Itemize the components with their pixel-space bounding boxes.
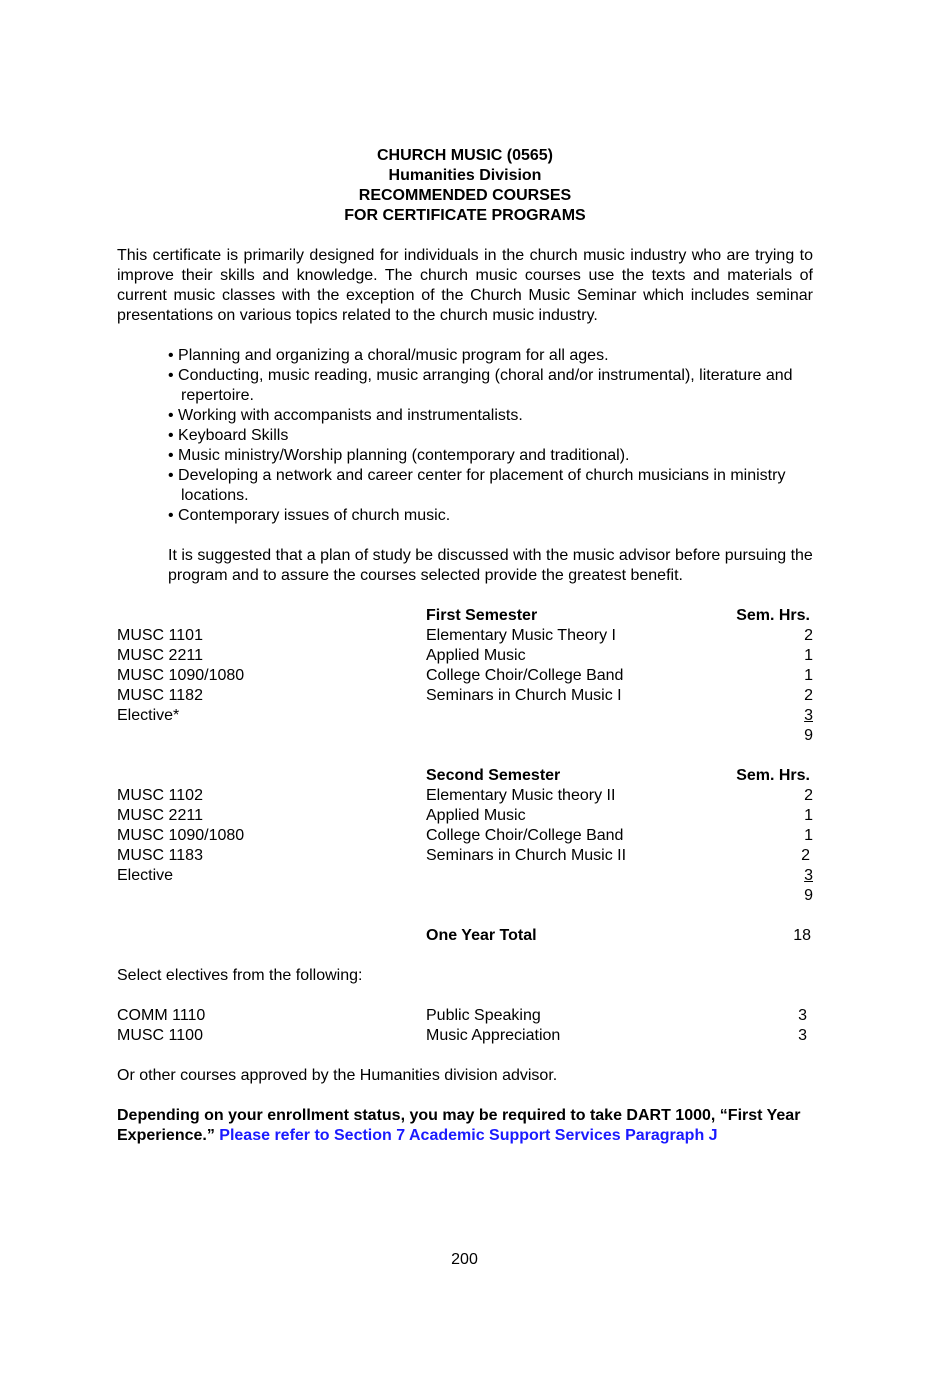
semester-total-row: [117, 886, 813, 906]
enrollment-notice: [117, 1106, 813, 1146]
table-row: [117, 786, 813, 806]
division-name: Humanities Division: [388, 167, 542, 184]
list-item: • Conducting, music reading, music arranging (choral and/or instrumental), literature and repertoire.: [168, 367, 793, 404]
course-hours: 2: [801, 847, 810, 864]
document-page: [117, 146, 813, 1146]
course-code: MUSC 2211: [117, 807, 203, 824]
table-row: [117, 646, 813, 666]
course-hours: 2: [804, 787, 813, 804]
program-title: CHURCH MUSIC (0565): [376, 147, 554, 164]
course-hours: 1: [804, 647, 813, 664]
semester-total-row: [117, 726, 813, 746]
course-code: MUSC 1102: [117, 787, 203, 804]
course-title: Elementary Music Theory I: [426, 627, 616, 644]
course-title: Seminars in Church Music I: [426, 687, 622, 704]
hours-heading: Sem. Hrs.: [736, 607, 810, 624]
topics-list: [168, 346, 813, 526]
course-hours: 2: [804, 627, 813, 644]
table-row: [117, 686, 813, 706]
course-code: MUSC 1182: [117, 687, 203, 704]
semester-total: 9: [804, 727, 813, 744]
intro-paragraph: This certificate is primarily designed for individuals in the church music industry who are trying to improve their skills and knowledge. The church music courses use the texts and materials of current music classes with the exception of the Church Music Seminar which includes seminar presentations on various topics related to the church music industry.: [117, 247, 813, 324]
table-row: [117, 806, 813, 826]
course-hours: 3: [798, 1007, 807, 1024]
table-header-row: [117, 766, 813, 786]
course-title: College Choir/College Band: [426, 827, 624, 844]
table-row: [117, 846, 813, 866]
course-title: College Choir/College Band: [426, 667, 624, 684]
course-code: MUSC 1101: [117, 627, 203, 644]
course-hours: 1: [804, 667, 813, 684]
other-courses-note: Or other courses approved by the Humanities division advisor.: [117, 1067, 558, 1084]
course-title: Public Speaking: [426, 1007, 541, 1024]
suggestion-paragraph: It is suggested that a plan of study be discussed with the music advisor before pursuing the program and to assure the courses selected provide the greatest benefit.: [168, 547, 813, 584]
hours-heading: Sem. Hrs.: [736, 767, 810, 784]
list-item: • Planning and organizing a choral/music program for all ages.: [168, 347, 609, 364]
electives-table: [117, 1006, 813, 1046]
list-item: • Music ministry/Worship planning (contemporary and traditional).: [168, 447, 630, 464]
course-code: MUSC 1090/1080: [117, 667, 245, 684]
course-hours: 3: [804, 707, 813, 724]
course-title: Elementary Music theory II: [426, 787, 616, 804]
course-code: MUSC 1100: [117, 1027, 203, 1044]
course-hours: 1: [804, 807, 813, 824]
course-code: Elective*: [117, 707, 180, 724]
course-title: Music Appreciation: [426, 1027, 561, 1044]
course-hours: 2: [804, 687, 813, 704]
notice-text: Depending on your enrollment status, you may be required to take DART 1000, “First Year Experience.”: [117, 1107, 801, 1144]
list-item: • Developing a network and career center for placement of church musicians in ministry locations.: [168, 467, 786, 504]
year-total-section: [117, 926, 813, 946]
table-row: [117, 706, 813, 726]
section-title: RECOMMENDED COURSES: [358, 187, 572, 204]
document-header: [117, 146, 813, 226]
list-item: • Contemporary issues of church music.: [168, 507, 451, 524]
course-title: Applied Music: [426, 807, 526, 824]
table-row: [117, 626, 813, 646]
semester-total: 9: [804, 887, 813, 904]
page-number: 200: [451, 1251, 478, 1268]
semester-heading: Second Semester: [426, 767, 561, 784]
course-code: Elective: [117, 867, 174, 884]
course-code: MUSC 2211: [117, 647, 203, 664]
section-subtitle: FOR CERTIFICATE PROGRAMS: [344, 207, 586, 224]
course-title: Seminars in Church Music II: [426, 847, 627, 864]
table-row: [117, 1006, 813, 1026]
second-semester-table: [117, 766, 813, 906]
year-total-value: 18: [793, 927, 811, 944]
table-row: [117, 1026, 813, 1046]
table-row: [117, 666, 813, 686]
semester-heading: First Semester: [426, 607, 538, 624]
course-title: Applied Music: [426, 647, 526, 664]
electives-intro: Select electives from the following:: [117, 967, 363, 984]
year-total-row: [117, 926, 813, 946]
course-code: MUSC 1090/1080: [117, 827, 245, 844]
course-code: MUSC 1183: [117, 847, 203, 864]
course-hours: 3: [798, 1027, 807, 1044]
list-item: • Keyboard Skills: [168, 427, 289, 444]
table-row: [117, 866, 813, 886]
table-header-row: [117, 606, 813, 626]
table-row: [117, 826, 813, 846]
section-reference-link[interactable]: Please refer to Section 7 Academic Support Services Paragraph J: [219, 1127, 718, 1144]
course-code: COMM 1110: [117, 1007, 206, 1024]
list-item: • Working with accompanists and instrumentalists.: [168, 407, 523, 424]
course-hours: 1: [804, 827, 813, 844]
first-semester-table: [117, 606, 813, 746]
course-hours: 3: [804, 867, 813, 884]
year-total-label: One Year Total: [426, 927, 537, 944]
